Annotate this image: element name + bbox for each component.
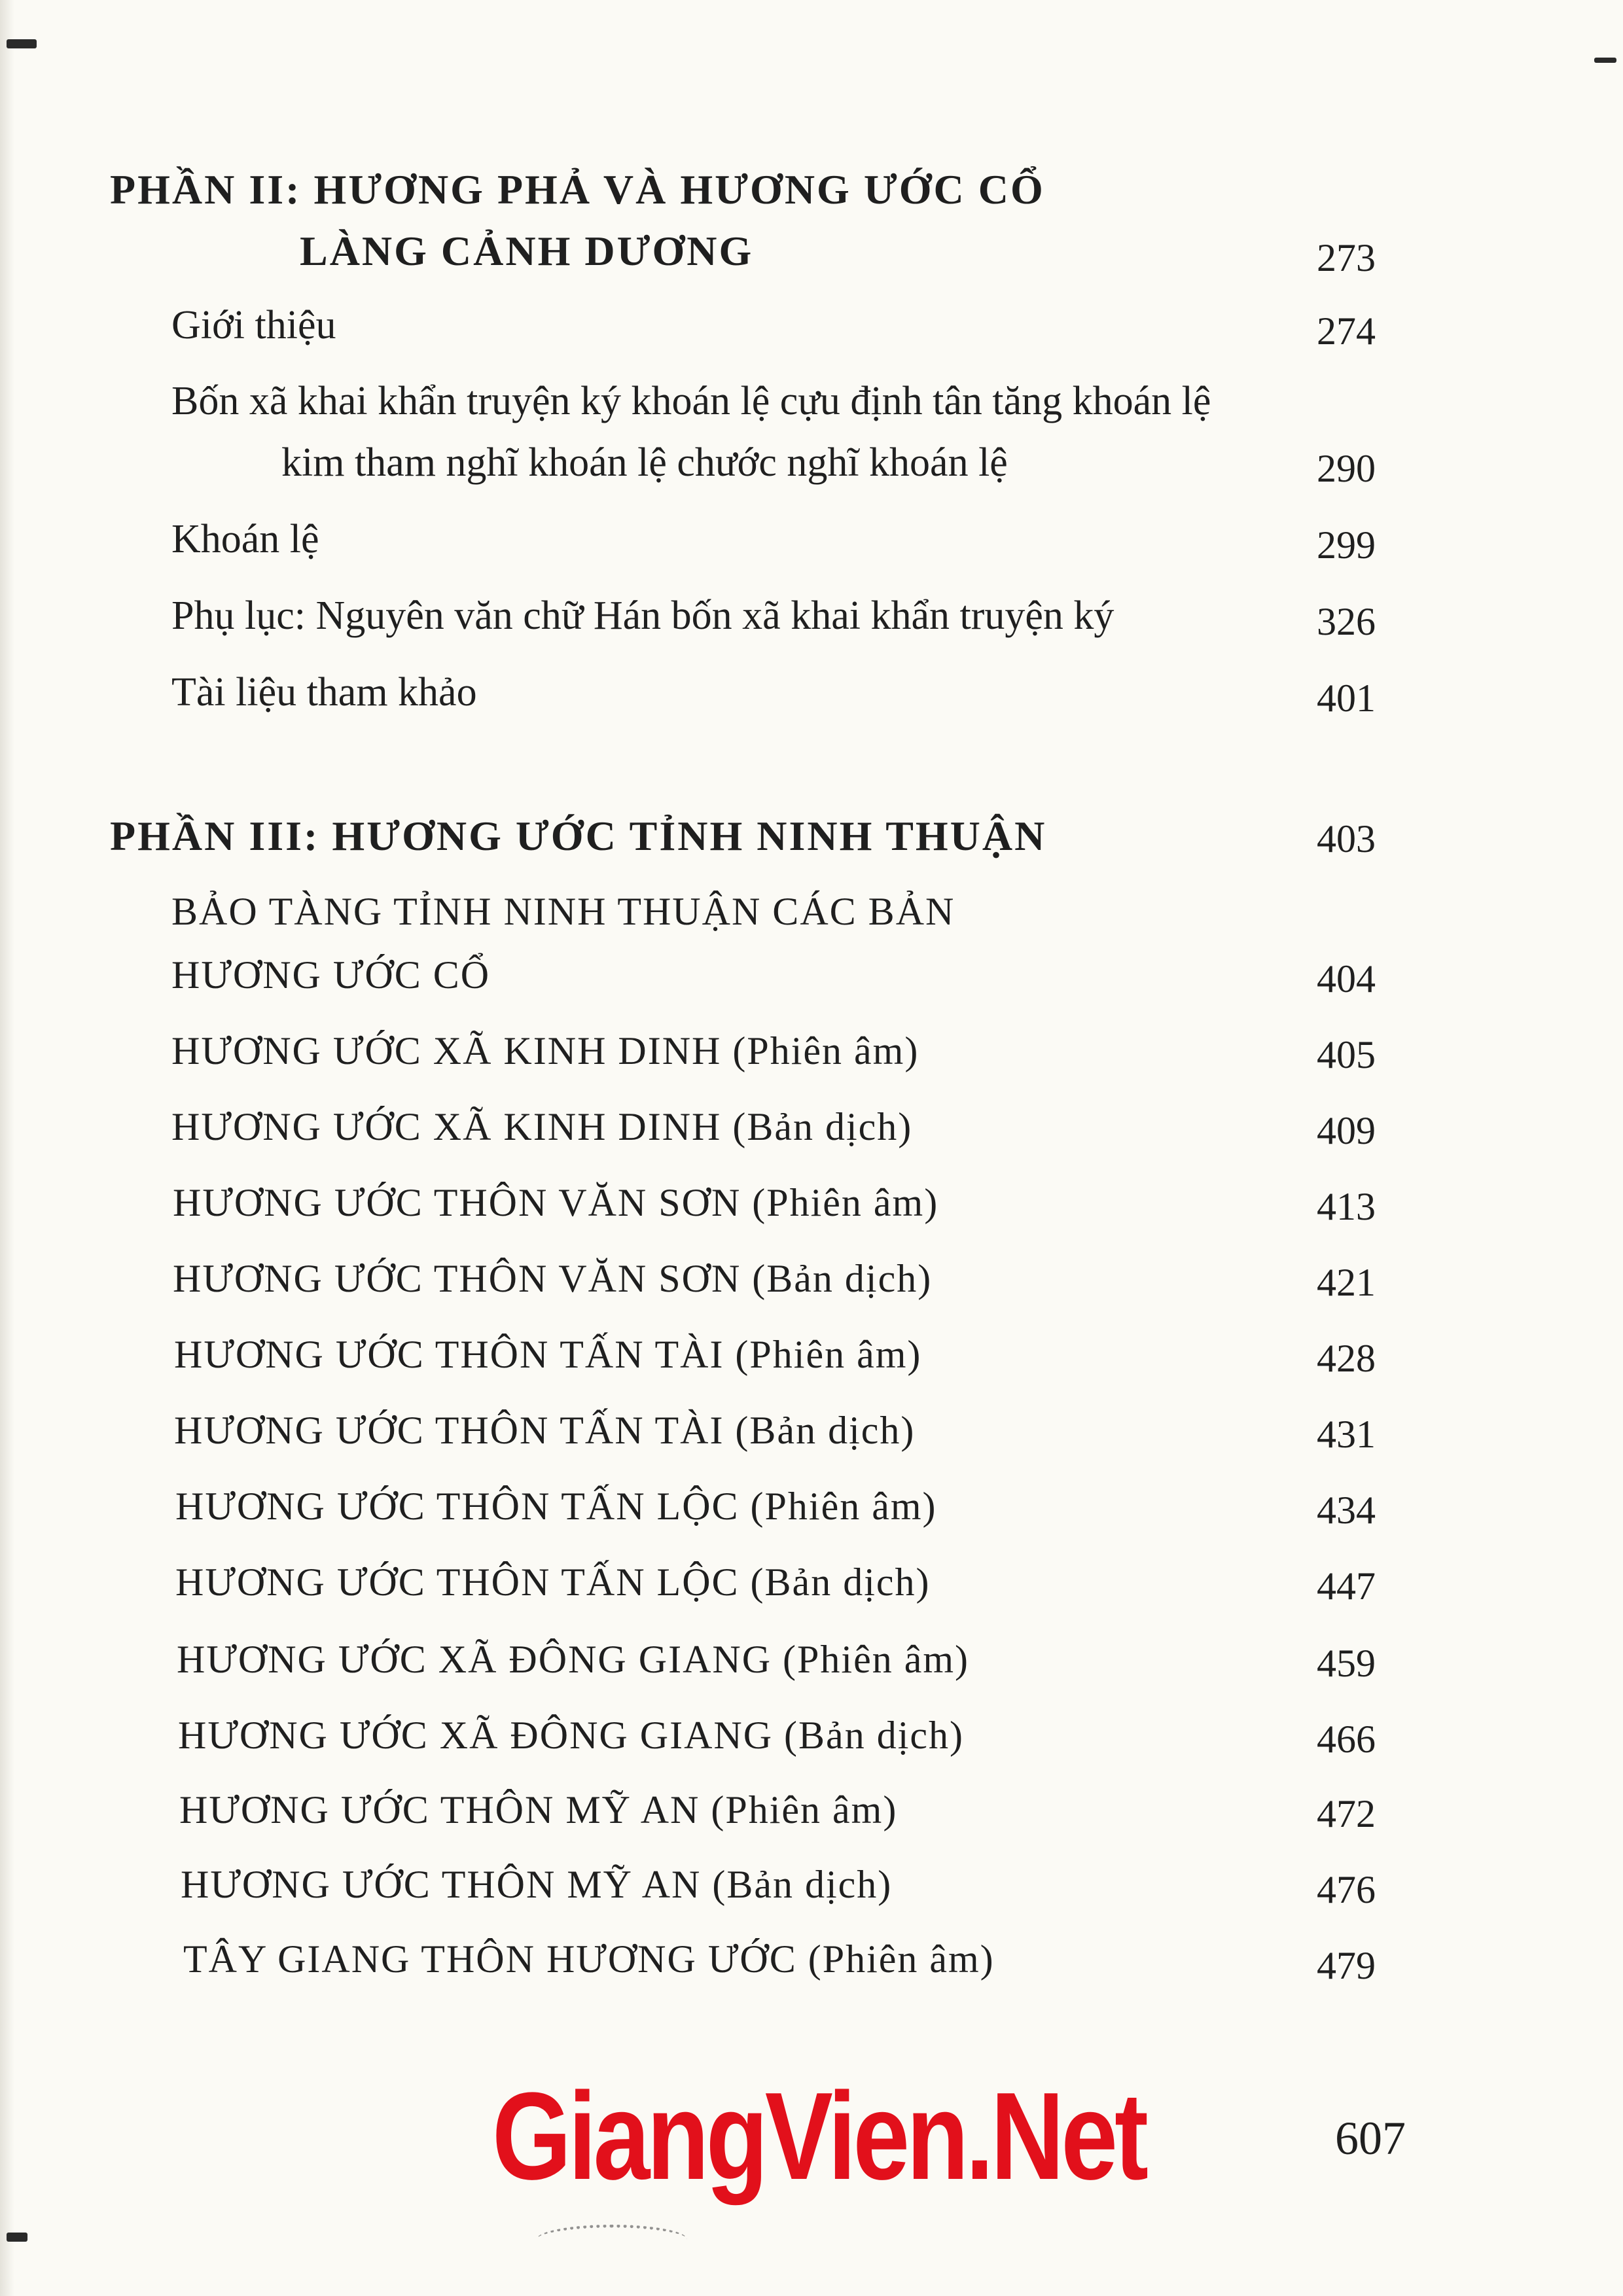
toc-entry-title-line2: kim tham nghĩ khoán lệ chước nghĩ khoán lệ <box>281 440 1008 485</box>
toc-entry-page: 299 <box>1317 523 1376 567</box>
scan-smudge <box>537 2225 687 2254</box>
toc-entry-page: 479 <box>1317 1944 1376 1987</box>
toc-entry-page: 290 <box>1317 447 1376 490</box>
toc-entry-page: 466 <box>1317 1718 1376 1761</box>
toc-entry-title: HƯƠNG ƯỚC THÔN VĂN SƠN (Bản dịch) <box>173 1257 933 1300</box>
part2-page: 273 <box>1317 236 1376 279</box>
toc-entry-page: 401 <box>1317 677 1376 720</box>
page-number: 607 <box>1335 2112 1406 2164</box>
scan-mark-top-left <box>7 39 37 48</box>
toc-entry-title: Phụ lục: Nguyên văn chữ Hán bốn xã khai khẩn truyện ký <box>171 593 1115 638</box>
toc-entry-title: HƯƠNG ƯỚC THÔN VĂN SƠN (Phiên âm) <box>173 1181 939 1224</box>
toc-entry-title: HƯƠNG ƯỚC THÔN TẤN TÀI (Bản dịch) <box>174 1409 916 1452</box>
toc-entry-page: 476 <box>1317 1868 1376 1911</box>
toc-entry-page: 413 <box>1317 1185 1376 1228</box>
toc-entry-title: HƯƠNG ƯỚC THÔN TẤN LỘC (Bản dịch) <box>175 1561 931 1604</box>
page-binding-shadow <box>0 0 14 2296</box>
toc-entry-page: 404 <box>1317 957 1376 1000</box>
toc-entry-page: 434 <box>1317 1489 1376 1532</box>
toc-entry-title: HƯƠNG ƯỚC THÔN MỸ AN (Bản dịch) <box>181 1863 893 1906</box>
toc-entry-title-line2: HƯƠNG ƯỚC CỔ <box>171 953 491 997</box>
part3-heading: PHẦN III: HƯƠNG ƯỚC TỈNH NINH THUẬN <box>110 813 1047 859</box>
scan-mark-top-right <box>1594 58 1616 63</box>
watermark-logo: GiangVien.Net <box>492 2067 1146 2206</box>
toc-entry-page: 447 <box>1317 1564 1376 1608</box>
toc-entry-page: 405 <box>1317 1033 1376 1076</box>
part2-heading-line1: PHẦN II: HƯƠNG PHẢ VÀ HƯƠNG ƯỚC CỔ <box>110 166 1045 213</box>
scan-mark-bottom-left <box>7 2233 27 2242</box>
toc-entry-page: 274 <box>1317 309 1376 353</box>
toc-entry-title-line1: BẢO TÀNG TỈNH NINH THUẬN CÁC BẢN <box>171 890 955 933</box>
toc-entry-title: Giới thiệu <box>171 303 336 347</box>
toc-entry-title: Tài liệu tham khảo <box>171 670 477 715</box>
toc-entry-title: HƯƠNG ƯỚC THÔN TẤN LỘC (Phiên âm) <box>175 1485 937 1528</box>
toc-entry-page: 472 <box>1317 1792 1376 1835</box>
toc-entry-page: 431 <box>1317 1413 1376 1456</box>
toc-entry-page: 409 <box>1317 1109 1376 1152</box>
toc-entry-title: Khoán lệ <box>171 517 319 561</box>
toc-entry-title: HƯƠNG ƯỚC XÃ ĐÔNG GIANG (Phiên âm) <box>177 1638 969 1681</box>
toc-entry-title: HƯƠNG ƯỚC XÃ ĐÔNG GIANG (Bản dịch) <box>178 1714 964 1757</box>
toc-entry-title: HƯƠNG ƯỚC XÃ KINH DINH (Bản dịch) <box>171 1105 913 1148</box>
toc-entry-page: 421 <box>1317 1261 1376 1304</box>
part2-heading-line2: LÀNG CẢNH DƯƠNG <box>300 228 754 274</box>
toc-entry-page: 326 <box>1317 600 1376 643</box>
toc-entry-title-line1: Bốn xã khai khẩn truyện ký khoán lệ cựu định tân tăng khoán lệ <box>171 379 1211 423</box>
toc-entry-title: HƯƠNG ƯỚC THÔN TẤN TÀI (Phiên âm) <box>174 1333 922 1376</box>
toc-entry-page: 428 <box>1317 1337 1376 1380</box>
toc-entry-title: HƯƠNG ƯỚC XÃ KINH DINH (Phiên âm) <box>171 1029 919 1072</box>
toc-entry-page: 459 <box>1317 1642 1376 1685</box>
part3-page: 403 <box>1317 817 1376 860</box>
toc-entry-title: TÂY GIANG THÔN HƯƠNG ƯỚC (Phiên âm) <box>183 1937 995 1981</box>
toc-entry-title: HƯƠNG ƯỚC THÔN MỸ AN (Phiên âm) <box>179 1788 898 1831</box>
